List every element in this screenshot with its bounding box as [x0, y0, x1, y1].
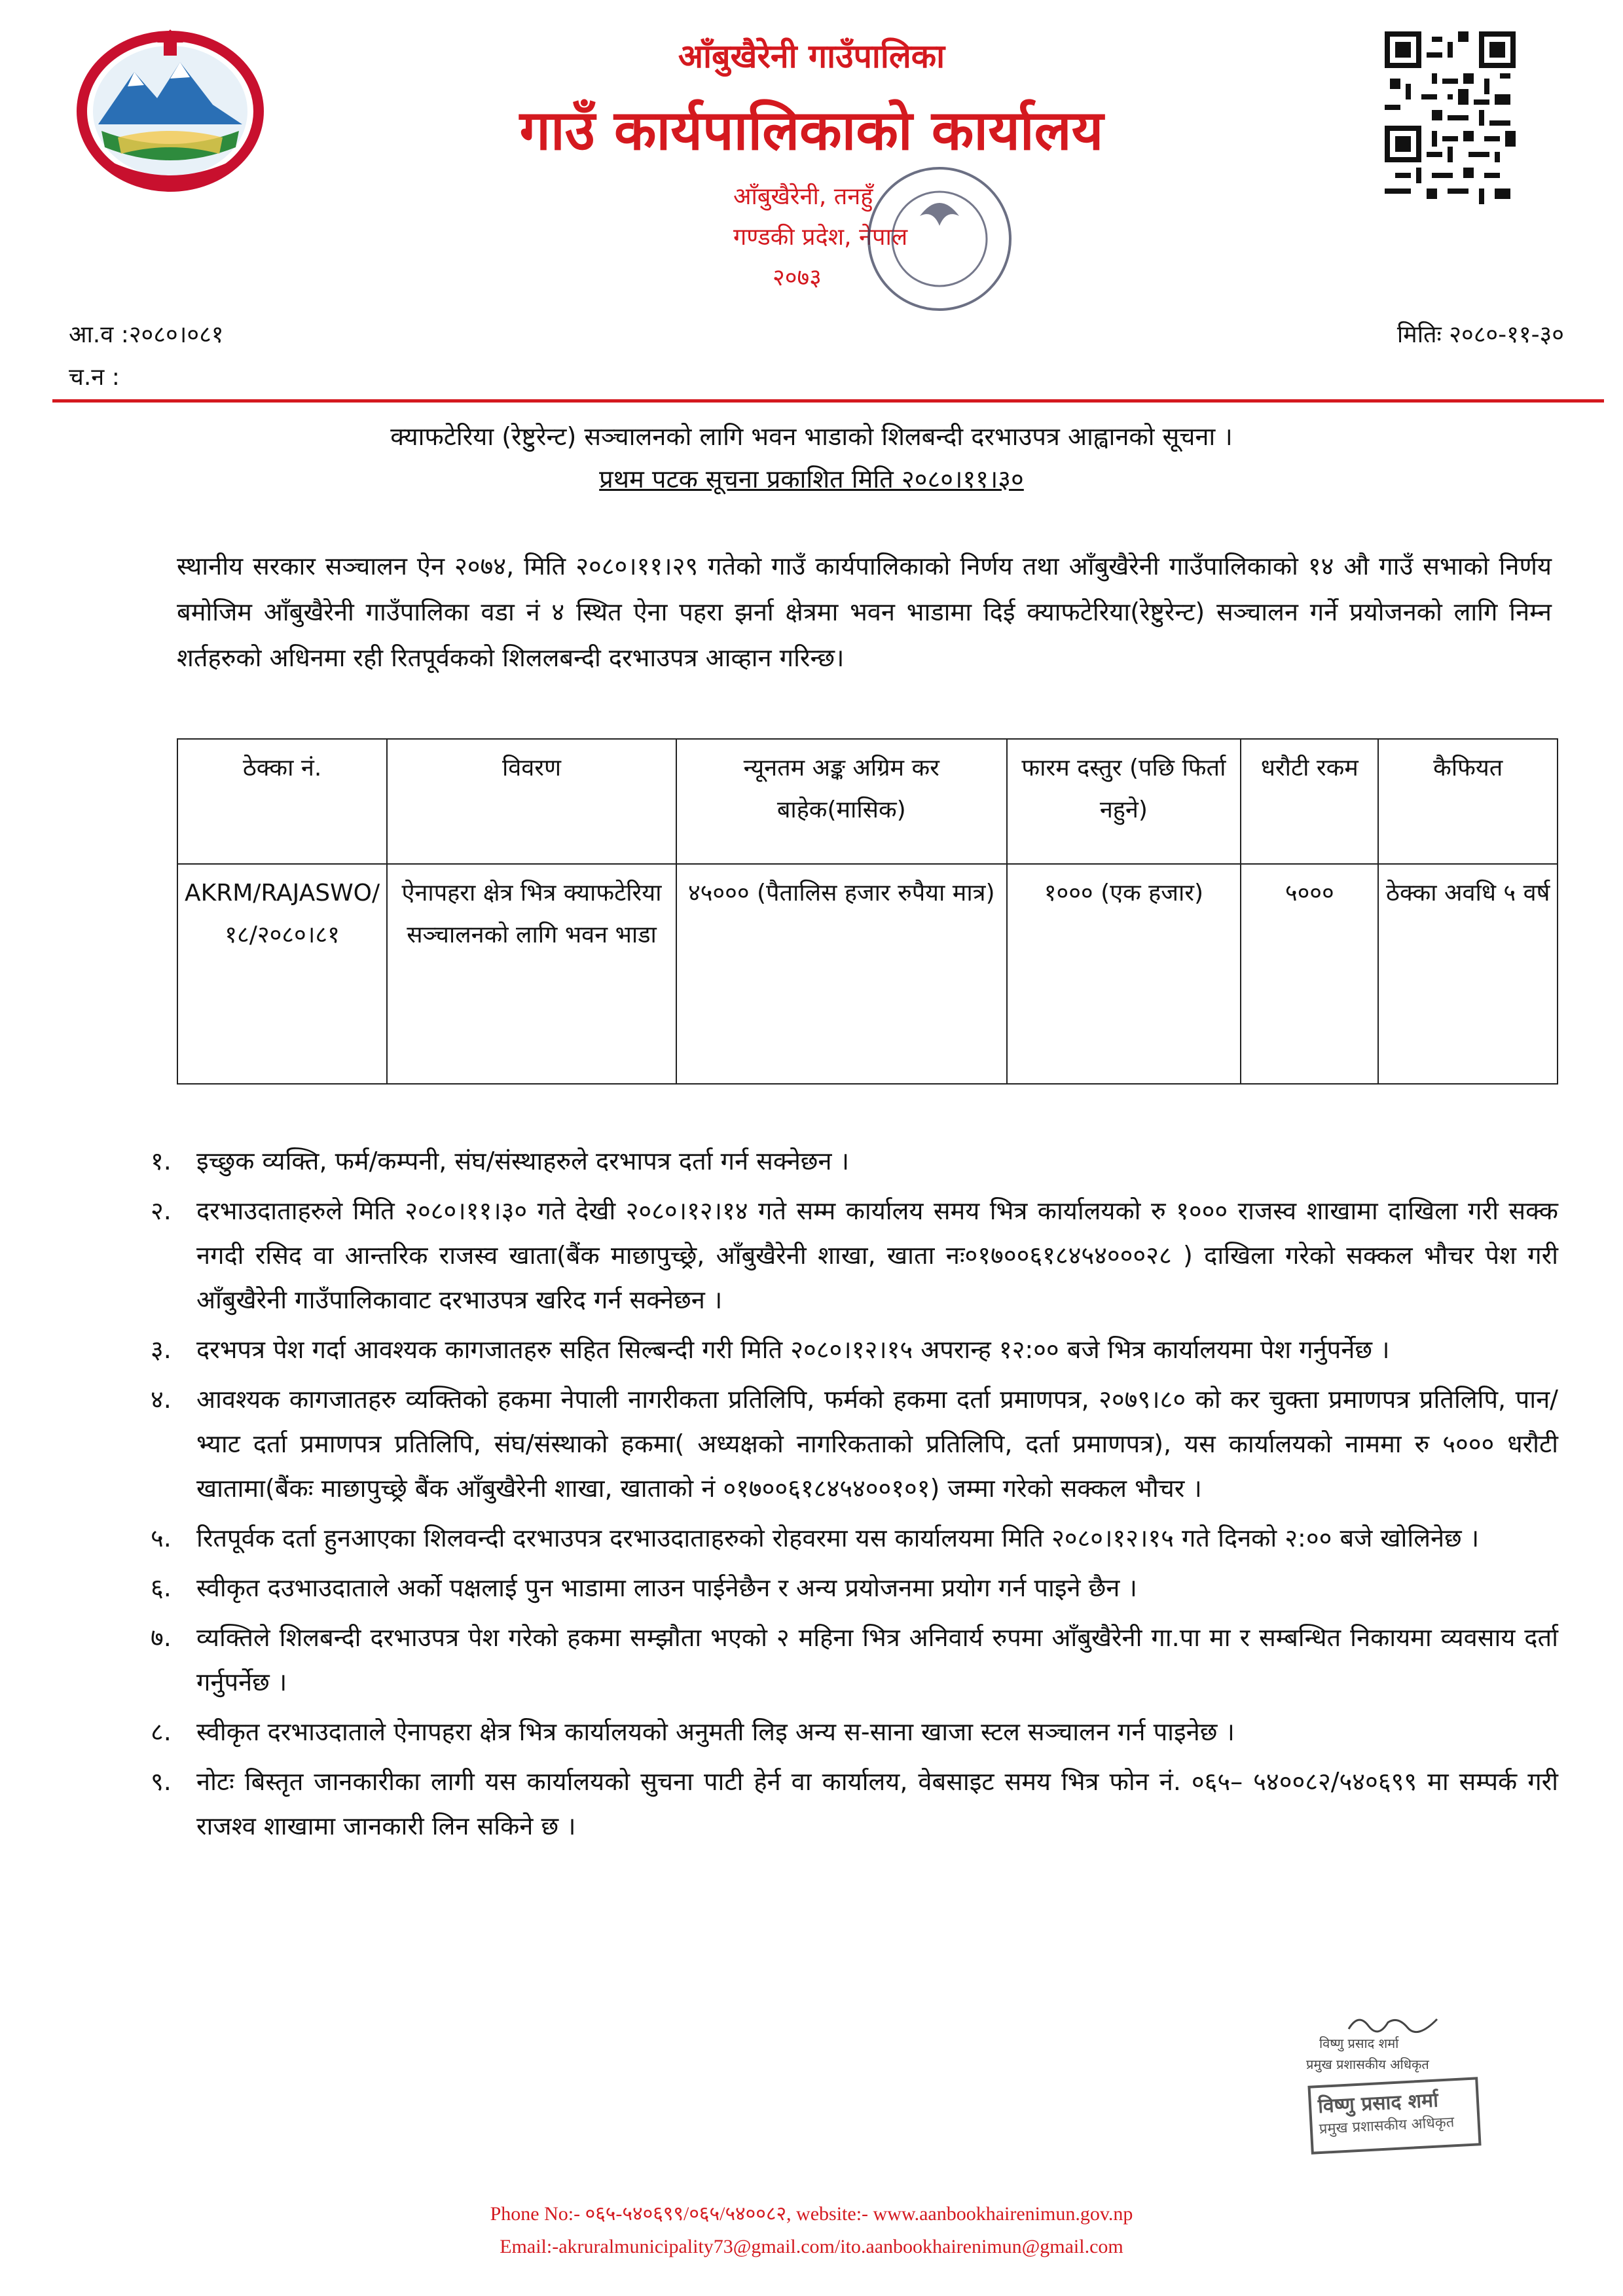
list-item — [151, 1139, 1558, 1183]
list-item — [151, 1327, 1558, 1372]
table-header: विवरण — [387, 739, 676, 864]
item-number: २. — [151, 1196, 172, 1225]
table-header: फारम दस्तुर (पछि फिर्ता नहुने) — [1007, 739, 1241, 864]
item-text: रितपूर्वक दर्ता हुनआएका शिलवन्दी दरभाउपत्र दरभाउदाताहरुको रोहवरमा यस कार्यालयमा मिति २०८०।१२।१५ गते दिनको २:०० बजे खोलिनेछ । — [196, 1524, 1480, 1552]
address-line-2: गण्डकी प्रदेश, नेपाल — [733, 224, 908, 251]
stamp-title: प्रमुख प्रशासकीय अधिकृत — [1319, 2114, 1455, 2138]
table-cell-description: ऐनापहरा क्षेत्र भित्र क्याफटेरिया सञ्चालनको लागि भवन भाडा — [387, 864, 676, 1084]
conditions-list — [151, 1139, 1558, 1854]
item-text: नोटः बिस्तृत जानकारीका लागी यस कार्यालयको सुचना पाटी हेर्न वा कार्यालय, वेबसाइट समय भित्र फोन नं. ०६५– ५४००८२/५४०६९९ मा सम्पर्क गरी राजश्व शाखामा जानकारी लिन सकिने छ । — [196, 1767, 1558, 1840]
item-text: दरभाउदाताहरुले मिति २०८०।११।३० गते देखी २०८०।१२।१४ गते सम्म कार्यालय समय भित्र कार्यालयको रु १००० राजस्व शाखामा दाखिला गरी सक्क नगदी रसिद वा आन्तरिक राजस्व खाता(बैंक माछापुच्छ्रे, आँबुखैरेनी शाखा, खाता नः०१७००६१८४५४०००२८ ) दाखिला गरेको सक्कल भौचर पेश गरी आँबुखैरेनी गाउँपालिकावाट दरभाउपत्र खरिद गर्न सक्नेछन । — [196, 1196, 1558, 1314]
list-item — [151, 1759, 1558, 1848]
table-header: धरौटी रकम — [1241, 739, 1378, 864]
item-number: ४. — [151, 1385, 172, 1414]
table-cell-min-amount: ४५००० (पैतालिस हजार रुपैया मात्र) — [676, 864, 1007, 1084]
page-footer — [0, 2198, 1623, 2263]
publish-date-line: प्रथम पटक सूचना प्रकाशित मिति २०८०।११।३० — [599, 465, 1024, 493]
stamp-name: विष्णु प्रसाद शर्मा — [1317, 2089, 1439, 2119]
handwritten-signature — [1345, 2009, 1444, 2036]
item-number: ३. — [151, 1335, 172, 1364]
item-text: इच्छुक व्यक्ति, फर्म/कम्पनी, संघ/संस्थाहरुले दरभापत्र दर्ता गर्न सक्नेछन । — [196, 1147, 849, 1175]
intro-paragraph: स्थानीय सरकार सञ्चालन ऐन २०७४, मिति २०८०।११।२९ गतेको गाउँ कार्यपालिकाको निर्णय तथा आँबुखैरेनी गाउँपालिकाको १४ औ गाउँ सभाको निर्णय बमोजिम आँबुखैरेनी गाउँपालिका वडा नं ४ स्थित ऐना पहरा झर्ना क्षेत्रमा भवन भाडामा दिई क्याफटेरिया(रेष्टुरेन्ट) सञ्चालन गर्ने प्रयोजनको लागि निम्न शर्तहरुको अधिनमा रही रितपूर्वकको शिललबन्दी दरभाउपत्र आव्हान गरिन्छ। — [177, 552, 1552, 672]
item-number: ७. — [151, 1623, 172, 1652]
municipality-name: आँबुखैरेनी गाउँपालिका — [678, 37, 945, 75]
list-item — [151, 1377, 1558, 1511]
tender-table — [177, 738, 1558, 1085]
address-line-1: आँबुखैरेनी, तनहुँ — [733, 183, 873, 210]
signature-block — [1306, 2009, 1489, 2160]
office-title: गाउँ कार्यपालिकाको कार्यालय — [519, 98, 1104, 162]
item-number: १. — [151, 1147, 172, 1175]
item-text: स्वीकृत दउभाउदाताले अर्को पक्षलाई पुन भाडामा लाउन पाईनेछैन र अन्य प्रयोजनमा प्रयोग गर्न पाइने छैन । — [196, 1573, 1137, 1602]
table-cell-remarks: ठेक्का अवधि ५ वर्ष — [1378, 864, 1558, 1084]
table-cell-contract-no: AKRM/RAJASWO/ १८/२०८०।८१ — [177, 864, 387, 1084]
table-header-row — [177, 739, 1558, 864]
item-number: ९. — [151, 1767, 172, 1796]
table-header: कैफियत — [1378, 739, 1558, 864]
office-seal-stamp — [864, 164, 1015, 314]
signer-name: विष्णु प्रसाद शर्मा — [1319, 2036, 1399, 2051]
table-row — [177, 864, 1558, 1084]
header-divider — [52, 399, 1604, 403]
fiscal-year: आ.व :२०८०।०८१ — [69, 321, 224, 348]
item-text: स्वीकृत दरभाउदाताले ऐनापहरा क्षेत्र भित्र कार्यालयको अनुमती लिइ अन्य स-साना खाजा स्टल सञ्चालन गर्न पाइनेछ । — [196, 1717, 1235, 1746]
item-text: आवश्यक कागजातहरु व्यक्तिको हकमा नेपाली नागरीकता प्रतिलिपि, फर्मको हकमा दर्ता प्रमाणपत्र, २०७९।८० को कर चुक्ता प्रमाणपत्र प्रतिलिपि, पान/भ्याट दर्ता प्रमाणपत्र प्रतिलिपि, संघ/संस्थाको हकमा( अध्यक्षको नागरिकताको प्रतिलिपि, दर्ता प्रमाणपत्र), यस कार्यालयको नाममा रु ५००० धरौटी खातामा(बैंकः माछापुच्छ्रे बैंक आँबुखैरेनी शाखा, खाताको नं ०१७००६१८४५४००१०१) जम्मा गरेको सक्कल भौचर । — [196, 1385, 1558, 1503]
item-text: दरभपत्र पेश गर्दा आवश्यक कागजातहरु सहित सिल्बन्दी गरी मिति २०८०।१२।१५ अपरान्ह १२:०० बजे भित्र कार्यालयमा पेश गर्नुपर्नेछ । — [196, 1335, 1390, 1364]
list-item — [151, 1710, 1558, 1754]
signer-title: प्रमुख प्रशासकीय अधिकृत — [1306, 2056, 1429, 2072]
table-header: न्यूनतम अङ्क अग्रिम कर बाहेक(मासिक) — [676, 739, 1007, 864]
list-item — [151, 1516, 1558, 1560]
list-item — [151, 1566, 1558, 1610]
document-date: मितिः २०८०-११-३० — [1396, 321, 1564, 348]
table-cell-deposit: ५००० — [1241, 864, 1378, 1084]
notice-subject: क्याफटेरिया (रेष्टुरेन्ट) सञ्चालनको लागि भवन भाडाको शिलबन्दी दरभाउपत्र आह्वानको सूचना । — [390, 422, 1233, 451]
table-cell-form-fee: १००० (एक हजार) — [1007, 864, 1241, 1084]
item-number: ८. — [151, 1717, 172, 1746]
item-text: व्यक्तिले शिलबन्दी दरभाउपत्र पेश गरेको हकमा सम्झौता भएको २ महिना भित्र अनिवार्य रुपमा आँबुखैरेनी गा.पा मा र सम्बन्धित निकायमा व्यवसाय दर्ता गर्नुपर्नेछ । — [196, 1623, 1558, 1696]
footer-email: Email:-akruralmunicipality73@gmail.com/ito.aanbookhairenimun@gmail.com — [500, 2236, 1123, 2257]
reference-number: च.न : — [69, 364, 120, 391]
footer-contact: Phone No:- ०६५-५४०६९९/०६५/५४००८२, website:- www.aanbookhairenimun.gov.np — [490, 2203, 1133, 2225]
item-number: ५. — [151, 1524, 172, 1552]
address-line-3: २०७३ — [773, 264, 822, 291]
item-number: ६. — [151, 1573, 172, 1602]
list-item — [151, 1189, 1558, 1322]
table-header: ठेक्का नं. — [177, 739, 387, 864]
list-item — [151, 1615, 1558, 1704]
signature-stamp — [1307, 2077, 1481, 2154]
